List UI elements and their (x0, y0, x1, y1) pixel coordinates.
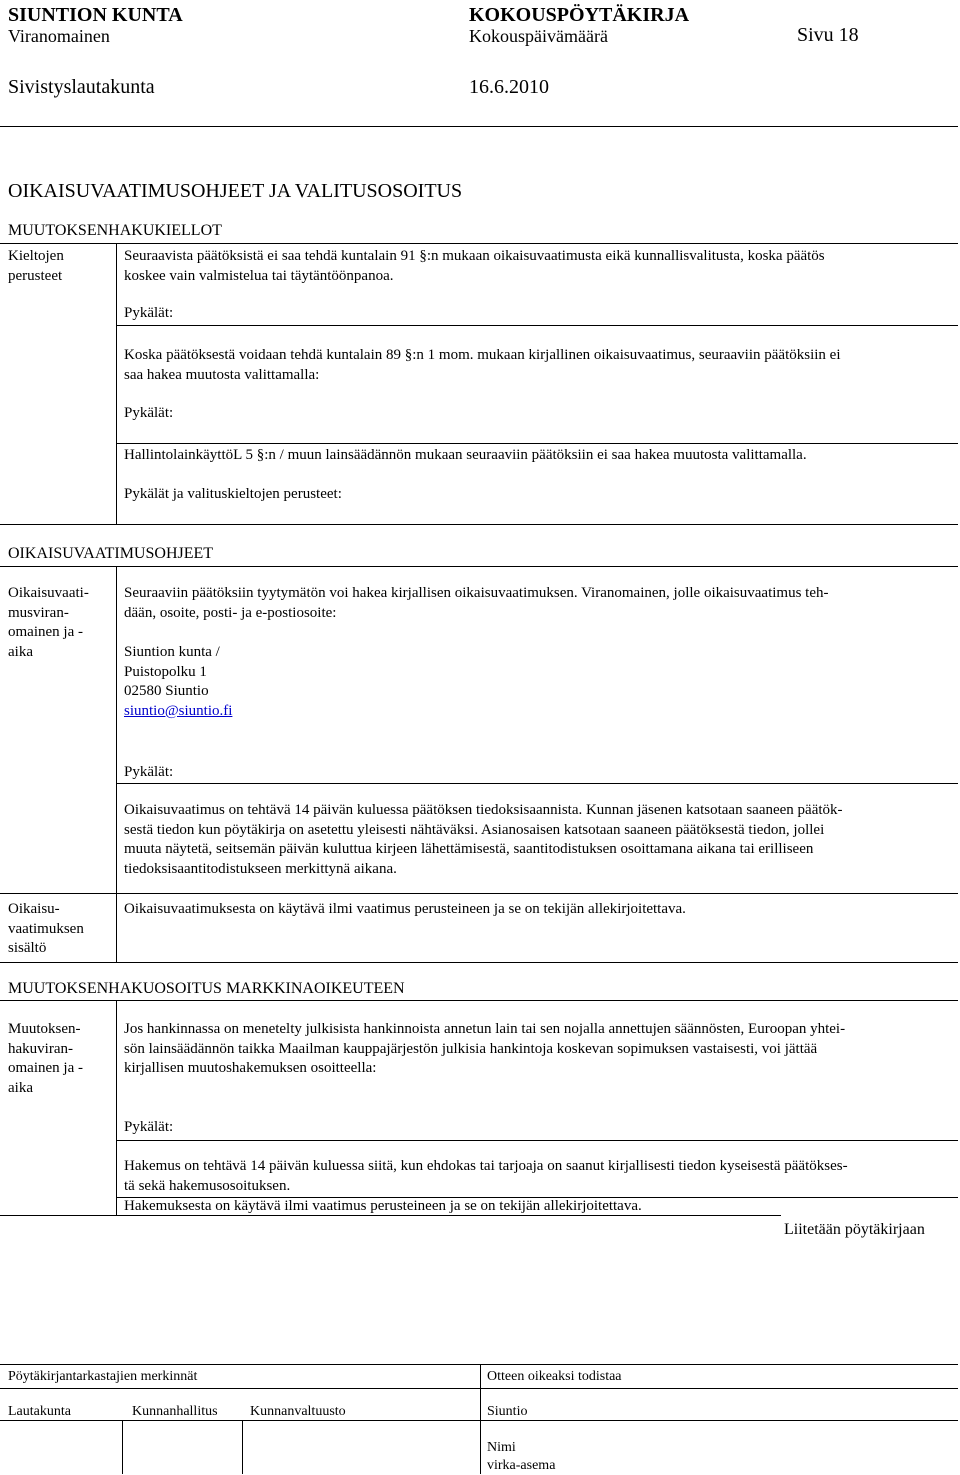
section1-top-rule (0, 243, 958, 244)
side-label-line: aika (8, 1079, 33, 1096)
footer-center-rule (480, 1364, 481, 1474)
address-block (124, 643, 232, 721)
pykalat-label: Pykälät ja valituskieltojen perusteet: (124, 486, 342, 502)
paragraph-oikaisuvaatimus-intro (124, 584, 829, 623)
paragraph-hankinta-intro (124, 1020, 845, 1079)
paragraph-line: kirjallisen muutoshakemuksen osoitteella: (124, 1060, 377, 1076)
footer-col-kunnanhallitus: Kunnanhallitus (132, 1404, 218, 1419)
footer-reviewers-label: Pöytäkirjantarkastajien merkinnät (8, 1369, 198, 1384)
address-line: Puistopolku 1 (124, 663, 207, 680)
paragraph-hakemus-deadline (124, 1157, 848, 1196)
section1-bottom-rule (0, 524, 958, 525)
section2-column-rule (116, 566, 117, 963)
section2-bottom-rule (0, 962, 958, 963)
side-label-line: omainen ja - (8, 1060, 83, 1076)
paragraph-line: sestä tiedon kun pöytäkirja on asetettu yleisesti nähtäväksi. Asianosaisen katsotaan saaneen päätöksestä tiedon, jollei (124, 821, 825, 838)
pykalat-underline (116, 325, 958, 326)
side-label-line: Muutoksen- (8, 1021, 81, 1037)
footer-top-rule (0, 1364, 958, 1365)
section3-bottom-rule (0, 1215, 781, 1216)
page-title: OIKAISUVAATIMUSOHJEET JA VALITUSOSOITUS (8, 180, 463, 202)
document-type: KOKOUSPÖYTÄKIRJA (469, 4, 690, 26)
footer-col-rule-1 (122, 1420, 123, 1474)
address-line: Siuntion kunta / (124, 644, 220, 660)
paragraph-line: Hakemus on tehtävä 14 päivän kuluessa siitä, kun ehdokas tai tarjoaja on saanut kirjallisesti tiedon kyseisestä päätökses- (124, 1158, 848, 1174)
footer-rule-2 (0, 1388, 958, 1389)
section3-top-rule (0, 1000, 958, 1001)
paragraph-line: muuta näytetä, seitsemän päivän kuluttua kirjeen lähettämisestä, saantitodistuksen osoittamana aikana tai erilliseen (124, 841, 814, 857)
side-label-line: omainen ja - (8, 624, 83, 640)
section-heading-muutoksenhakukiellot: MUUTOKSENHAKUKIELLOT (8, 222, 222, 239)
section3-column-rule (116, 1000, 117, 1215)
side-label-line: vaatimuksen (8, 920, 84, 937)
attached-note: Liitetään pöytäkirjaan (784, 1221, 925, 1238)
paragraph-prohibitions (124, 247, 825, 286)
side-label-kieltojen-perusteet (8, 247, 64, 286)
paragraph-line: Oikaisuvaatimus on tehtävä 14 päivän kuluessa päätöksen tiedoksisaannista. Kunnan jäsenen katsotaan saaneen päätök- (124, 802, 843, 818)
side-label-line: sisältö (8, 940, 47, 956)
paragraph-line: tiedoksisaantitodistukseen merkittynä aikana. (124, 860, 397, 877)
paragraph-hakemus-content: Hakemuksesta on käytävä ilmi vaatimus perusteineen ja se on tekijän allekirjoitettava. (124, 1198, 642, 1214)
side-label-line: perusteet (8, 267, 63, 284)
pykalat-underline (116, 783, 958, 784)
page-number: Sivu 18 (797, 24, 859, 46)
pykalat-label: Pykälät: (124, 764, 174, 780)
meeting-date: 16.6.2010 (469, 76, 549, 98)
side-label-oikaisuvaatimusviranomainen (8, 584, 89, 662)
paragraph-line: tä sekä hakemusosoituksen. (124, 1177, 291, 1194)
paragraph-line: Koska päätöksestä voidaan tehdä kuntalain 89 §:n 1 mom. mukaan kirjallinen oikaisuvaatimus, seuraaviin päätöksiin ei (124, 347, 841, 363)
paragraph-line: Jos hankinnassa on menetelty julkisista hankinnoista annetun lain tai sen nojalla annettujen säännösten, Euroopan yhtei- (124, 1021, 846, 1037)
paragraph-line: dään, osoite, posti- ja e-postiosoite: (124, 604, 337, 621)
pykalat-label: Pykälät: (124, 405, 174, 421)
section1-column-rule (116, 243, 117, 525)
footer-place: Siuntio (487, 1404, 528, 1419)
municipality-name: SIUNTION KUNTA (8, 4, 183, 26)
authority-name: Sivistyslautakunta (8, 76, 155, 98)
footer-name-label: Nimi (487, 1440, 516, 1455)
footer-position-label: virka-asema (487, 1458, 556, 1473)
paragraph-line: koskee vain valmistelua tai täytäntöönpanoa. (124, 267, 394, 284)
header-divider (0, 126, 958, 127)
pykalat-underline (116, 443, 958, 444)
side-label-muutoksenhakuviranomainen (8, 1020, 83, 1098)
footer-rule-3 (0, 1420, 958, 1421)
paragraph-oikaisuvaatimus-deadline (124, 801, 843, 879)
authority-label: Viranomainen (8, 26, 110, 46)
paragraph-oikaisuvaatimus-restriction (124, 346, 841, 385)
footer-certified-label: Otteen oikeaksi todistaa (487, 1369, 622, 1384)
side-label-line: Oikaisu- (8, 901, 60, 917)
section-heading-markkinaoikeus: MUUTOKSENHAKUOSOITUS MARKKINAOIKEUTEEN (8, 980, 405, 997)
paragraph-hallintolainkayttol: HallintolainkäyttöL 5 §:n / muun lainsäädännön mukaan seuraaviin päätöksiin ei saa hakea muutosta valittamalla. (124, 447, 807, 463)
paragraph-line: sön lainsäädännön taikka Maailman kauppajärjestön julkisia hankintoja koskevan sopimuksen vastaisesti, voi jättää (124, 1040, 818, 1057)
side-label-line: aika (8, 643, 33, 660)
email-link[interactable]: siuntio@siuntio.fi (124, 702, 233, 719)
pykalat-label: Pykälät: (124, 1119, 174, 1135)
paragraph-line: Seuraaviin päätöksiin tyytymätön voi hakea kirjallisen oikaisuvaatimuksen. Viranomainen, jolle oikaisuvaatimus teh- (124, 585, 829, 601)
side-label-line: Kieltojen (8, 248, 64, 264)
side-label-oikaisuvaatimuksen-sisalto (8, 900, 84, 959)
footer-col-rule-2 (242, 1420, 243, 1474)
side-label-line: hakuviran- (8, 1040, 73, 1057)
section-heading-oikaisuvaatimusohjeet: OIKAISUVAATIMUSOHJEET (8, 545, 214, 562)
paragraph-line: saa hakea muutosta valittamalla: (124, 366, 320, 383)
paragraph-oikaisuvaatimus-content: Oikaisuvaatimuksesta on käytävä ilmi vaatimus perusteineen ja se on tekijän allekirjoitettava. (124, 901, 686, 917)
section2-top-rule (0, 566, 958, 567)
pykalat-underline (116, 1140, 958, 1141)
section2-inner-rule (0, 893, 958, 894)
paragraph-line: Seuraavista päätöksistä ei saa tehdä kuntalain 91 §:n mukaan oikaisuvaatimusta eikä kunnallisvalitusta, koska päätös (124, 248, 825, 264)
footer-col-kunnanvaltuusto: Kunnanvaltuusto (250, 1404, 346, 1419)
meeting-date-label: Kokouspäivämäärä (469, 26, 608, 46)
pykalat-label: Pykälät: (124, 305, 174, 321)
address-line: 02580 Siuntio (124, 683, 209, 699)
side-label-line: musviran- (8, 604, 69, 621)
side-label-line: Oikaisuvaati- (8, 585, 89, 601)
footer-col-lautakunta: Lautakunta (8, 1404, 71, 1419)
